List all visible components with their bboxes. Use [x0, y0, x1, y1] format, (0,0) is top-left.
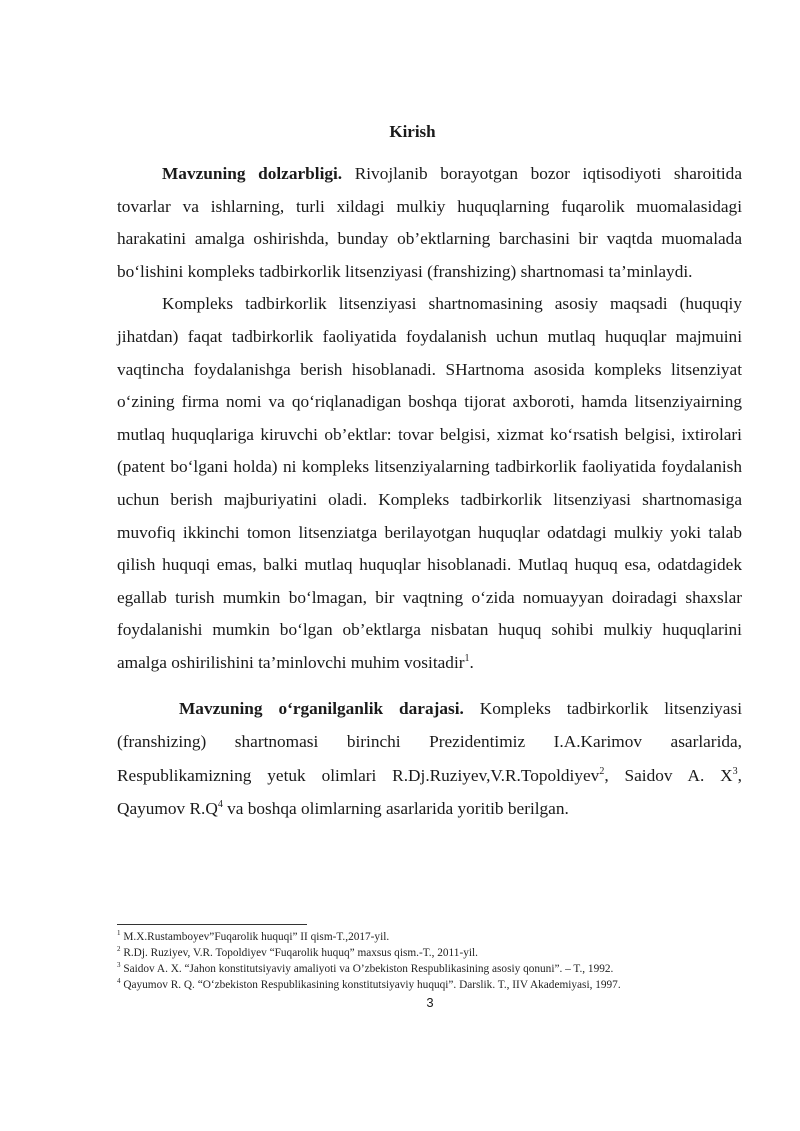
footnote-3	[117, 961, 757, 977]
footnote-text: M.X.Rustamboyev”Fuqarolik huquqi” II qism-T.,2017-yil.	[120, 931, 390, 943]
footnote-number: 1	[117, 929, 121, 938]
footnote-2	[117, 945, 757, 961]
footnote-text: R.Dj. Ruziyev, V.R. Topoldiyev “Fuqarolik huquq” maxsus qism.-T., 2011-yil.	[120, 947, 478, 959]
purpose-end: .	[469, 652, 474, 672]
purpose-text: Kompleks tadbirkorlik litsenziyasi shartnomasining asosiy maqsadi (huquqiy jihatdan) faqat tadbirkorlik faoliyatida foydalanish uchun mutlaq huquqlar majmuini vaqtincha foydalanishga berish hisoblanadi. SHartnoma asosida kompleks litsenziyat o‘zining firma nomi va qo‘riqlanadigan boshqa tijorat axboroti, hamda litsenziyairning mutlaq huquqlariga kiruvchi ob’ektlar: tovar belgisi, xizmat ko‘rsatish belgisi, ixtirolari (patent bo‘lgani holda) ni kompleks litsenziyalarning tadbirkorlik faoliyatida foydalanish uchun berish majburiyatini oladi. Kompleks tadbirkorlik litsenziyasi shartnomasiga muvofiq ikkinchi tomon litsenziatga berilayotgan huquqlar odatdagi mulkiy yoki talab qilish huquqi emas, balki mutlaq huquqlar hisoblanadi. Mutlaq huquq esa, odatdagidek egallab turish mumkin bo‘lmagan, bir vaqtning o‘zida nomuayyan doiradagi shaxslar foydalanishi mumkin bo‘lgan ob’ektlarga nisbatan huquq sohibi mulkiy huquqlarini amalga oshirilishini ta’minlovchi muhim vositadir	[117, 294, 742, 672]
footnote-4	[117, 977, 757, 993]
footnote-text: Saidov A. X. “Jahon konstitutsiyaviy amaliyoti va O’zbekiston Respublikasining asosiy qonuni”. – T., 1992.	[120, 963, 614, 975]
study-degree-text-2: , Saidov A. X	[604, 765, 733, 785]
paragraph-purpose	[117, 288, 742, 679]
relevance-heading: Mavzuning dolzarbligi.	[162, 164, 343, 183]
footnote-number: 3	[117, 961, 121, 970]
study-degree-text-4: va boshqa olimlarning asarlarida yoritib berilgan.	[222, 799, 569, 818]
footnote-text: Qayumov R. Q. “O‘zbekiston Respublikasining konstitutsiyaviy huquqi”. Darslik. T., IIV Akademiyasi, 1997.	[120, 979, 621, 991]
body-text	[117, 158, 742, 826]
footnote-ref-1: 1	[464, 653, 470, 665]
footnote-separator	[117, 924, 307, 925]
page-number: 3	[426, 995, 434, 1010]
page-title: Kirish	[389, 122, 436, 141]
footnote-ref-3: 3	[732, 765, 738, 777]
study-degree-text-3: , Qayumov R.Q	[117, 765, 742, 818]
paragraph-relevance	[117, 158, 742, 288]
footnote-number: 2	[117, 945, 121, 954]
footnote-1	[117, 929, 757, 945]
paragraph-study-degree	[117, 692, 742, 826]
study-degree-text-1: Kompleks tadbirkorlik litsenziyasi (franshizing) shartnomasi birinchi Prezidentimiz I.A.Karimov asarlarida, Respublikamizning yetuk olimlari R.Dj.Ruziyev,V.R.Topoldiyev	[117, 698, 742, 785]
study-degree-heading: Mavzuning o‘rganilganlik darajasi.	[179, 698, 464, 718]
footnotes	[117, 929, 757, 993]
relevance-text: Rivojlanib borayotgan bozor iqtisodiyoti sharoitida tovarlar va ishlarning, turli xildagi mulkiy huquqlarning fuqarolik muomalasidagi harakatini amalga oshirishda, bunday ob’ektlarning barchasini bir vaqtda muomalada bo‘lishini kompleks tadbirkorlik litsenziyasi (franshizing) shartnomasi ta’minlaydi.	[117, 164, 742, 281]
footnote-number: 4	[117, 977, 121, 986]
footnote-ref-2: 2	[599, 765, 605, 777]
footnote-ref-4: 4	[217, 799, 223, 811]
